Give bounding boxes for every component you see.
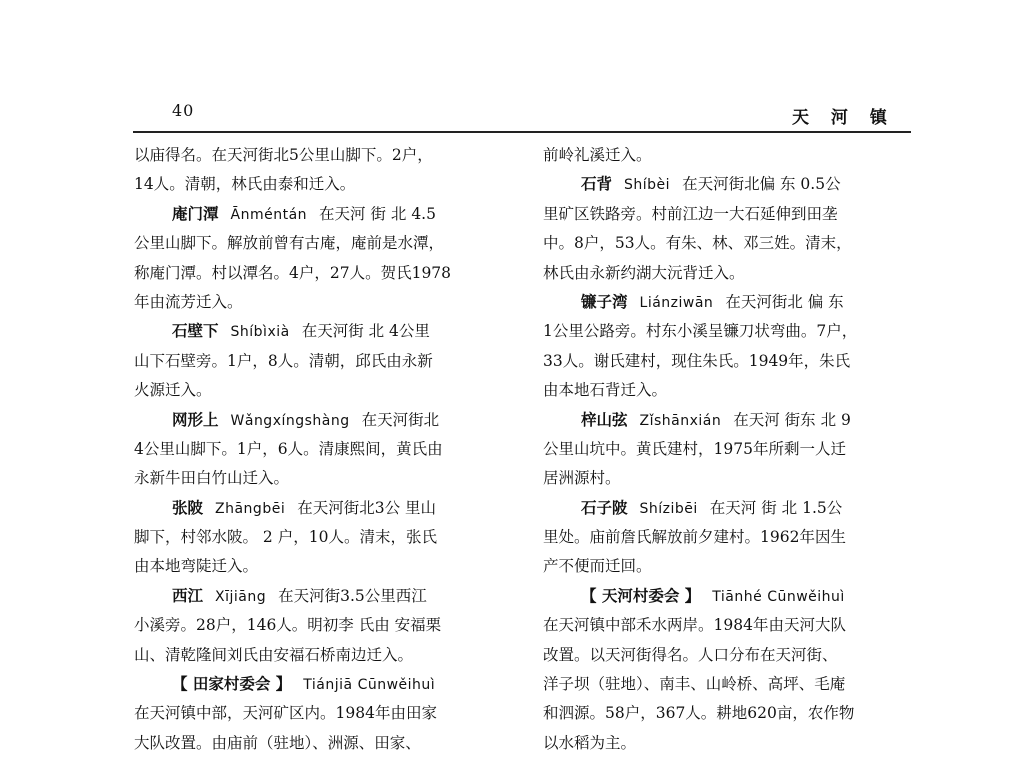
text-line: 山、清乾隆间刘氏由安福石桥南边迁入。 [134,645,414,664]
text-line: 大队改置。由庙前（驻地）、洲源、田家、 [134,733,421,752]
left-column [134,141,506,758]
entry-name: 张陂 [172,498,204,517]
entry-name: 梓山弦 [581,410,628,429]
section-pinyin: Tiānhé Cūnwěihuì [712,588,845,605]
entry-pinyin: Zhāngbēi [215,500,286,517]
text-line: 里矿区铁路旁。村前江边一大石延伸到田垄 [543,204,838,223]
text-line: 由本地石背迁入。 [543,381,668,400]
entry-pinyin: Wǎngxíngshàng [230,412,350,429]
entry-text: 在天河 街东 北 9 [733,410,851,429]
running-title: 天 河 镇 [792,108,895,128]
header-rule [133,131,911,133]
text-line: 中。8户，53人。有朱、林、邓三姓。清末， [543,234,852,253]
text-line: 公里山坑中。黄氏建村，1975年所剩一人迁 [543,439,846,458]
entry-line [543,288,915,317]
text-line: 以水稻为主。 [543,733,637,752]
entry-name: 网形上 [172,410,219,429]
entry-line [134,200,506,229]
entry-line [543,170,915,199]
entry-pinyin: Xījiāng [215,588,267,605]
text-line: 火源迁入。 [134,381,212,400]
text-line: 和泗源。58户，367人。耕地620亩，农作物 [543,704,855,723]
entry-text: 在天河 街 北 4.5 [319,204,436,223]
entry-name: 石壁下 [172,322,219,341]
text-line: 以庙得名。在天河街北5公里山脚下。2户， [134,146,433,164]
entry-name: 庵门潭 [172,204,219,223]
entry-line [134,406,506,435]
text-line: 在天河镇中部，天河矿区内。1984年由田家 [134,704,437,723]
entry-pinyin: Zǐshānxián [639,412,722,429]
text-line: 公里山脚下。解放前曾有古庵，庵前是水潭， [134,234,445,253]
section-name: 【 天河村委会 】 [581,586,701,605]
entry-name: 镰子湾 [581,292,628,311]
entry-text: 在天河街北偏 东 0.5公 [682,175,841,194]
entry-name: 石子陂 [581,498,628,517]
entry-name: 西江 [172,586,204,605]
text-line: 前岭礼溪迁入。 [543,146,652,164]
text-line: 33人。谢氏建村，现住朱氏。1949年，朱氏 [543,351,851,370]
section-pinyin: Tiánjiā Cūnwěihuì [303,677,436,694]
section-heading [134,670,506,699]
text-line: 小溪旁。28户，146人。明初李 氏由 安福栗 [134,616,442,635]
text-line: 山下石壁旁。1户，8人。清朝，邱氏由永新 [134,351,433,370]
entry-text: 在天河街北 偏 东 [725,292,844,311]
entry-text: 在天河街 北 4公里 [301,322,430,341]
text-line: 年由流芳迁入。 [134,292,243,311]
text-line: 林氏由永新约湖大沅背迁入。 [543,263,745,282]
entry-pinyin: Shíbèi [624,177,671,194]
entry-line [543,494,915,523]
text-line: 14人。清朝，林氏由泰和迁入。 [134,175,356,194]
entry-text: 在天河街北3公 里山 [297,498,437,517]
text-line: 里处。庙前詹氏解放前夕建村。1962年因生 [543,528,846,547]
text-line: 改置。以天河街得名。人口分布在天河街、 [543,645,838,664]
text-line: 居洲源村。 [543,469,621,488]
entry-name: 石背 [581,175,613,194]
right-column [543,141,915,758]
entry-pinyin: Shízibēi [639,500,698,517]
entry-pinyin: Ānméntán [230,206,308,223]
text-line: 洋子坝（驻地）、南丰、山岭桥、高坪、毛庵 [543,675,846,694]
entry-pinyin: Liánziwān [639,294,714,311]
text-line: 4公里山脚下。1户，6人。清康熙间，黄氏由 [134,439,443,458]
entry-pinyin: Shíbìxià [230,324,290,341]
text-line: 由本地弯陡迁入。 [134,557,259,576]
entry-line [134,494,506,523]
section-heading [543,582,915,611]
entry-text: 在天河 街 北 1.5公 [709,498,843,517]
text-line: 永新牛田白竹山迁入。 [134,469,290,488]
entry-line [134,317,506,346]
text-line: 在天河镇中部禾水两岸。1984年由天河大队 [543,616,846,635]
text-line: 产不便而迁回。 [543,557,652,576]
text-line: 脚下，村邻水陂。 2 户，10人。清末，张氏 [134,528,437,547]
entry-line [134,582,506,611]
entry-text: 在天河街3.5公里西江 [278,586,427,605]
entry-text: 在天河街北 [361,410,440,429]
text-line: 称庵门潭。村以潭名。4户，27人。贺氏1978 [134,263,452,282]
section-name: 【 田家村委会 】 [172,675,292,694]
page-number: 40 [172,101,195,120]
text-line: 1公里公路旁。村东小溪呈镰刀状弯曲。7户， [543,322,858,341]
entry-line [543,406,915,435]
